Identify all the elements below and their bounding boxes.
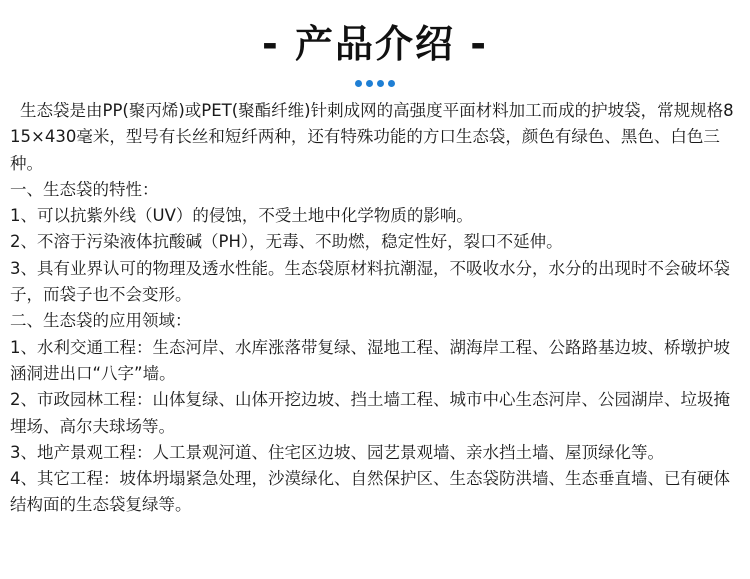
dot-icon xyxy=(377,80,384,87)
product-description xyxy=(10,98,742,519)
application-item: 3、地产景观工程：人工景观河道、住宅区边坡、园艺景观墙、亲水挡土墙、屋顶绿化等。 xyxy=(10,442,664,462)
page-title: - 产品介绍 - xyxy=(261,21,488,66)
dot-icon xyxy=(388,80,395,87)
intro-paragraph: 生态袋是由PP(聚丙烯)或PET(聚酯纤维)针刺成网的高强度平面材料加工而成的护坡袋，常规规格815×430毫米，型号有长丝和短纤两种，还有特殊功能的方口生态袋，颜色有绿色、黑色、白色三种。 xyxy=(10,101,734,173)
section-heading-applications: 二、生态袋的应用领域： xyxy=(10,311,192,331)
dot-icon xyxy=(355,80,362,87)
feature-item: 3、具有业界认可的物理及透水性能。生态袋原材料抗潮湿，不吸收水分，水分的出现时不会破坏袋子，而袋子也不会变形。 xyxy=(10,258,730,305)
application-item: 2、市政园林工程：山体复绿、山体开挖边坡、挡土墙工程、城市中心生态河岸、公园湖岸、垃圾掩埋场、高尔夫球场等。 xyxy=(10,390,730,436)
feature-item: 2、不溶于污染液体抗酸碱（PH），无毒、不助燃，稳定性好，裂口不延伸。 xyxy=(10,232,563,252)
section-heading-features: 一、生态袋的特性： xyxy=(10,179,159,199)
title-decoration-dots xyxy=(0,80,750,87)
feature-item: 1、可以抗紫外线（UV）的侵蚀，不受土地中化学物质的影响。 xyxy=(10,206,473,226)
header xyxy=(0,10,750,70)
dot-icon xyxy=(366,80,373,87)
application-item: 4、其它工程：坡体坍塌紧急处理，沙漠绿化、自然保护区、生态袋防洪墙、生态垂直墙、已有硬体结构面的生态袋复绿等。 xyxy=(10,469,730,515)
application-item: 1、水利交通工程：生态河岸、水库涨落带复绿、湿地工程、湖海岸工程、公路路基边坡、桥墩护坡涵洞进出口“八字”墙。 xyxy=(10,337,730,383)
